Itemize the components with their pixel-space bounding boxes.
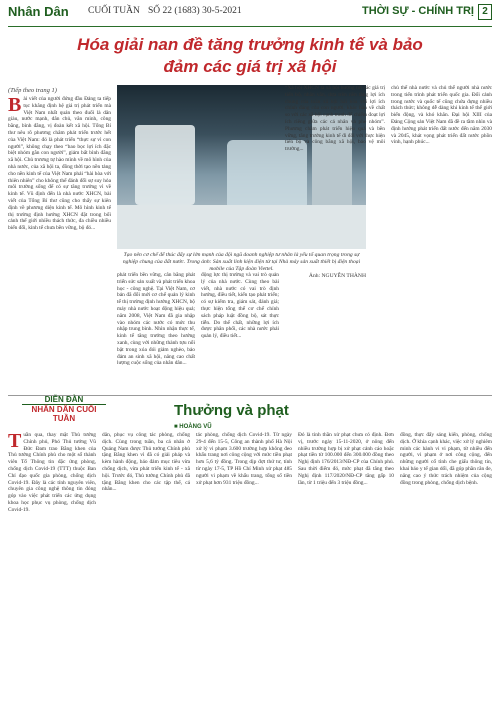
article-column-2: phát triển bền vững, cân bằng phát triển sức sản xuất và phát triển khoa học - công nghệ. Tại Việt Nam, cơ bản đã đổi mới cơ chế quản lý kinh tế thị trường định hướng XHCN, bộ máy nhà nước hoạt động hiệu quả; năm 2008, Việt Nam đã gia nhập vào nhóm các nước có mức thu nhập trung bình. Nhìn nhận thực tế, kinh tế tăng trưởng theo hướng xanh, cùng với những thành tựu nổi bật trong xóa đói giảm nghèo, bảo đảm an sinh xã hội, nâng cao chất lượng cuộc sống của nhân dân... xyxy=(117,272,195,367)
article2-column-1: Tuần qua, thay mặt Thủ tướng Chính phủ, Phó Thủ tướng Vũ Đức Đam trao Bằng khen của Thủ tướng Chính phủ cho một số thành viên Tổ Thông tin đặc ứng phòng, chống dịch Covid-19 (TTT) thuộc Ban Chỉ đạo quốc gia phòng, chống dịch Covid-19. Đây là các tính nguyên viên, chuyên gia công nghệ thông tin đóng góp vào việc phát triển các ứng dụng khoa học phục vụ phòng, chống dịch Covid-19. xyxy=(8,432,96,513)
article-column-1: Bài viết của người đứng đầu Đảng ta tiếp tục khẳng định hệ giá trị phát triển mà Việt Nam nhất quán theo đuổi là dân giàu, nước mạnh, dân chủ, văn minh, công bằng, bình đẳng, vị đoàn kết xã hội. Tổng Bí thư nêu rõ phương châm phát triển trước hết của Việt Nam: đó là phát triển “thực sự vì con người”, không chạy theo “bao bọc lợi ích đặc biệt nhóm gắn con người”, giảm bất bình đẳng xã hội. Chủ trương tự hào mình về mô hình của nhà nước, của xã hội ta, đồng thời tạo nền tảng cho nền kinh tế của Việt Nam phải “hài hòa với thiên nhiên” cho không thể đánh đổi sự suy hỏa môi trường sống để có sự tăng trưởng vì về kinh tế. Vũ định đến là nhà nước XHCN, bài viết của Tổng Bí thư cũng cho thấy sự kiên định về phương diện kinh tế. Mô hình kinh tế thị trường định hướng XHCN đặt trong bối cảnh thế giới nhiều thách thức, đa chiều nhiều biến đổi, kinh tế chưa bền vững, bộ đó... xyxy=(8,96,111,232)
section-label xyxy=(22,395,106,423)
article-column-3: động lực thị trường và vai trò quản lý của nhà nước. Cùng theo bài viết, nhà nước có vai trò định hướng, điều tiết, kiến tạo phát triển; có sự kiểm tra, giám sát, đánh giá; thực hiện tổng thể cơ chế chính sách pháp luật đồng bộ, sát thực tiễn. Do thế chất, những lợi ích được phân phối, các nhà nước phải quản lý, điều tiết... xyxy=(201,272,279,340)
article-column-5: chủ thể nhà nước và chủ thể người nhà nước trong tiến trình phát triển quốc gia. Đối cảnh trong nước và quốc tế cũng chứa đựng nhiều thách thức; không dễ dàng khi kinh tế thế giới biến động, và khó khăn. Đại hội XIII của Đảng Cộng sản Việt Nam đã đề ra tầm nhìn và định hướng phát triển đất nước đến năm 2030 và 2045, khát vọng phát triển đất nước phồn vinh, hạnh phúc... xyxy=(391,85,492,146)
dropcap-2: T xyxy=(8,432,22,452)
masthead xyxy=(8,4,492,27)
masthead-edition: CUỐI TUẦN xyxy=(88,6,140,16)
continued-note: (Tiếp theo trang 1) xyxy=(8,87,57,94)
article2-title: Thưởng và phạt xyxy=(174,402,289,419)
section-label-bottom: NHÂN DÂN CUỐI TUẦN xyxy=(22,404,106,423)
article2-column-2: dân, phục vụ công tác phòng, chống dịch. Cùng trong tuần, ba cá nhân ở Quảng Nam được Thủ tướng Chính phủ tặng Bằng khen vì đã có giải pháp và kèm hành động, báo đảm mục tiêu vừa chống dịch, vừa phát triển kinh tế - xã hội. Trước đó, Thủ tướng Chính phủ đã tặng Bằng khen cho các tập thể, cá nhân... xyxy=(102,432,190,493)
article2-byline: ■ HOÀNG VŨ xyxy=(174,424,212,430)
photo-credit: Ảnh: NGUYỄN THÀNH xyxy=(308,273,366,279)
masthead-logo: Nhân Dân xyxy=(8,4,69,19)
section-label-top: DIỄN ĐÀN xyxy=(44,395,84,404)
headline: Hóa giải nan đề tăng trưởng kinh tế và bảo đảm các giá trị xã hội xyxy=(77,35,423,76)
article2-column-3: tác phòng, chống dịch Covid-19. Từ ngày 29-4 đến 15-5, Công an thành phố Hà Nội xử lý vi phạm 3.600 trường hợp không đeo khẩu trang nơi công cộng với mức tiền phạt hơn 5,6 tỷ đồng. Trong dịp đợt thứ tư, tính từ ngày 17-5, TP Hồ Chí Minh xử phạt 485 người vi phạm về khẩu trang, tổng số tiền xử phạt hơn 931 triệu đồng... xyxy=(196,432,292,486)
photo-caption: Tạo nên cơ chế để thúc đẩy sự lớn mạnh của đội ngũ doanh nghiệp tư nhân là yếu tố quan trọng trong sự nghiệp chung của đất nước. Trong ảnh: Sản xuất linh kiện điện tử tại Nhà máy sản xuất thiết bị điện thoại mobile của Tập đoàn Viettel. Ảnh: NGUYỄN THÀNH xyxy=(122,252,366,279)
page-number: 2 xyxy=(478,4,492,20)
section-name: THỜI SỰ - CHÍNH TRỊ xyxy=(361,5,474,17)
article2-column-4: Đó là tinh thần xử phạt chưa có định. Đơn vị, trước ngày 15-11-2020, ở nông đến nhiều trường hợp bị xử phạt cảnh cáo hoặc phạt tiền từ 100.000 đến 300.000 đồng theo Nghị định 176/2013/NĐ-CP của Chính phủ. Sau thời điểm đó, mức phạt đã tăng theo Nghị định 117/2020/NĐ-CP tăng gấp 10 lần, từ 1 triệu đến 3 triệu đồng... xyxy=(298,432,394,486)
article-column-4: “Xã hội XHCN là xã hội hướng tới các giá trị tiến bộ, nhân văn, dựa trên nền tảng lợi ích chung của toàn xã hội hài hòa với lợi ích chính đáng của con người, khác hẳn về chất so với các xã hội cạnh tranh để chiếm đoạt lợi ích riêng giữa các cá nhân và phe nhóm”. Phương châm phát triển hiệu quả và bền vững, tăng trưởng kinh tế đi đôi với thực hiện tiến bộ và công bằng xã hội, bảo vệ môi trường... xyxy=(285,85,385,153)
dropcap: B xyxy=(8,96,22,116)
masthead-issue: SỐ 22 (1683) 30-5-2021 xyxy=(148,6,242,16)
article2-column-5: đồng, thực đẩy sáng kiến, phòng, chống dịch. Ở khía cạnh khác, việc xử lý nghiêm minh các hành vi vi phạm, từ nhiều đến người, vi phạm ở nơi công cộng, đến những người cố tình che giấu thông tin, khai báo y tế gian dối, đã góp phần răn đe, nâng cao ý thức trách nhiệm của cộng đồng trong phòng, chống dịch bệnh. xyxy=(400,432,492,486)
